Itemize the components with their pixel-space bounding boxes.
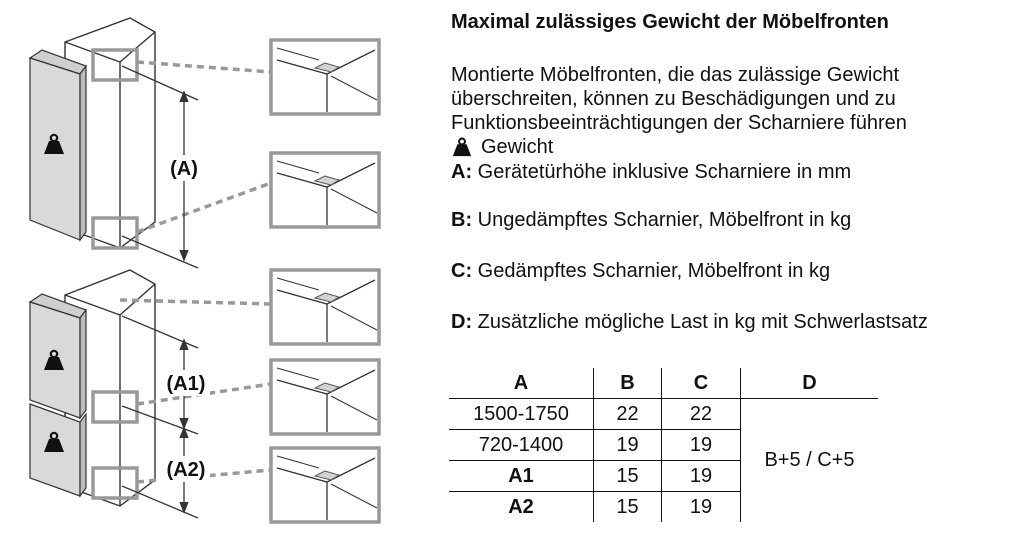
legend-a-key: A:	[451, 161, 473, 183]
cell-b: 19	[594, 430, 662, 461]
cell-b: 15	[594, 492, 662, 523]
intro-line: überschreiten, können zu Beschädigungen und zu	[451, 88, 896, 110]
cell-c: 19	[662, 461, 741, 492]
cell-a: A1	[449, 461, 594, 492]
legend-b-key: B:	[451, 209, 473, 231]
table-row	[449, 399, 878, 430]
table-header-row	[449, 368, 878, 399]
legend-d-key: D:	[451, 311, 473, 333]
legend-d-text: Zusätzliche mögliche Last in kg mit Schwerlastsatz	[477, 311, 928, 333]
page-title: Maximal zulässiges Gewicht der Möbelfronten	[451, 11, 889, 33]
cell-a: 1500-1750	[449, 399, 594, 430]
intro-line: Montierte Möbelfronten, die das zulässige Gewicht	[451, 64, 900, 86]
legend-a-text: Gerätetürhöhe inklusive Scharniere in mm	[477, 161, 852, 183]
cell-a: 720-1400	[449, 430, 594, 461]
header-b: B	[594, 368, 662, 399]
cell-c: 19	[662, 430, 741, 461]
cell-b: 22	[594, 399, 662, 430]
legend-a	[451, 160, 851, 184]
weight-icon	[451, 136, 473, 158]
legend-b-text: Ungedämpftes Scharnier, Möbelfront in kg	[477, 209, 852, 231]
door-bottom-upper	[30, 294, 86, 418]
dimension-a1-label: (A1)	[166, 373, 206, 395]
cell-d: B+5 / C+5	[741, 399, 879, 523]
cell-c: 22	[662, 399, 741, 430]
cell-c: 19	[662, 492, 741, 523]
cell-b: 15	[594, 461, 662, 492]
hinge-detail-1	[271, 40, 379, 114]
dimension-a-label: (A)	[170, 158, 198, 180]
hinge-detail-4	[271, 360, 379, 434]
header-d: D	[741, 368, 879, 399]
legend-weight	[451, 135, 553, 159]
header-a: A	[449, 368, 594, 399]
dimension-a2-label: (A2)	[166, 459, 206, 481]
door-top	[30, 50, 86, 240]
intro-text	[451, 63, 907, 135]
header-c: C	[662, 368, 741, 399]
legend-c	[451, 259, 830, 283]
legend-c-text: Gedämpftes Scharnier, Möbelfront in kg	[477, 260, 831, 282]
legend-d	[451, 310, 928, 334]
hinge-diagram	[0, 0, 430, 534]
hinge-detail-5	[271, 448, 379, 522]
legend-c-key: C:	[451, 260, 473, 282]
cell-a: A2	[508, 495, 534, 518]
weight-table	[449, 368, 878, 522]
hinge-detail-2	[271, 153, 379, 227]
legend-weight-text: Gewicht	[481, 136, 554, 158]
hinge-detail-3	[271, 270, 379, 344]
legend-b	[451, 208, 851, 232]
intro-line: Funktionsbeeinträchtigungen der Scharniere führen	[451, 112, 907, 134]
